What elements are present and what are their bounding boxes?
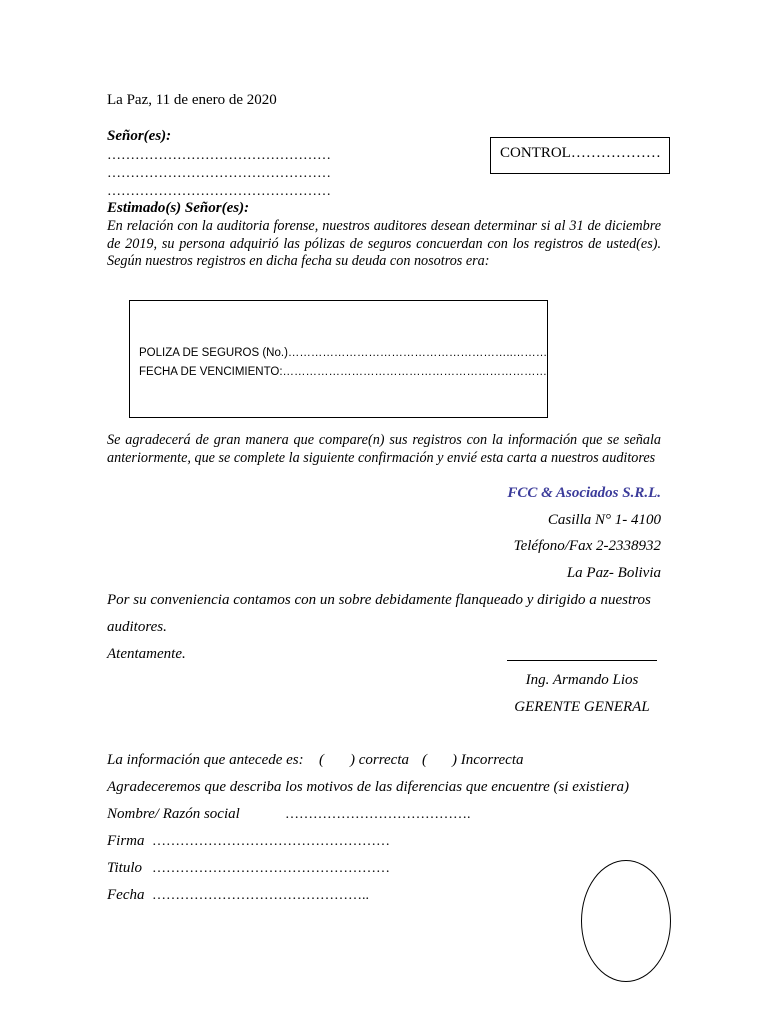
envelope-line: auditores. [107,619,167,635]
firm-city: La Paz- Bolivia [566,565,661,581]
signature-label: Firma [107,833,145,849]
envelope-line: Por su conveniencia contamos con un sobre debidamente flanqueado y dirigido a nuestros [107,592,651,608]
differences-line: Agradeceremos que describa los motivos de las diferencias que encuentre (si existiera) [107,779,629,795]
signer-title: GERENTE GENERAL [514,699,650,715]
recipient-label: Señor(es): [107,128,172,144]
policy-number-line: POLIZA DE SEGUROS (No.)…………………………………………………..……… [139,347,548,359]
intro-paragraph: En relación con la auditoria forense, nuestros auditores desean determinar si al 31 de diciembre de 2019, su persona adquirió las pólizas de seguros concuerdan con los registros de usted(es). Según nuestros registros en dicha fecha su deuda con nosotros era: [107,218,661,269]
info-prefix: La información que antecede es: [107,752,304,768]
date-line: La Paz, 11 de enero de 2020 [107,92,277,108]
date-field[interactable]: ……………………………………….. [152,888,369,903]
firm-phone: Teléfono/Fax 2-2338932 [513,538,661,554]
title-label: Titulo [107,860,143,876]
incorrect-option[interactable]: ) Incorrecta [452,752,524,768]
control-label: CONTROL……………… [500,145,661,161]
sign-off: Atentamente. [107,646,186,662]
request-paragraph: Se agradecerá de gran manera que compare(n) sus registros con la información que se señala anteriormente, que se complete la siguiente confirmación y envié esta carta a nuestros auditores [107,432,661,466]
firm-name: FCC & Asociados S.R.L. [507,485,661,501]
expiry-date-line: FECHA DE VENCIMIENTO:…………………………………………………………… [139,366,548,378]
title-field[interactable]: …………………………………………… [152,861,390,876]
signature-line [507,660,657,661]
signature-field[interactable]: …………………………………………… [152,834,390,849]
name-label: Nombre/ Razón social [107,806,240,822]
correct-option[interactable]: ) correcta [350,752,410,768]
correct-paren[interactable]: ( [319,752,324,768]
recipient-line: ………………………………………… [107,184,331,199]
signer-name: Ing. Armando Lios [525,672,639,688]
policy-info-box [129,300,548,418]
name-field[interactable]: …………………………………. [285,807,471,822]
recipient-line: ………………………………………… [107,166,331,181]
recipient-line: ………………………………………… [107,148,331,163]
greeting: Estimado(s) Señor(es): [107,200,250,216]
stamp-circle [581,860,671,982]
date-label: Fecha [107,887,145,903]
control-box [490,137,670,174]
firm-pobox: Casilla N° 1- 4100 [547,512,661,528]
incorrect-paren[interactable]: ( [422,752,427,768]
